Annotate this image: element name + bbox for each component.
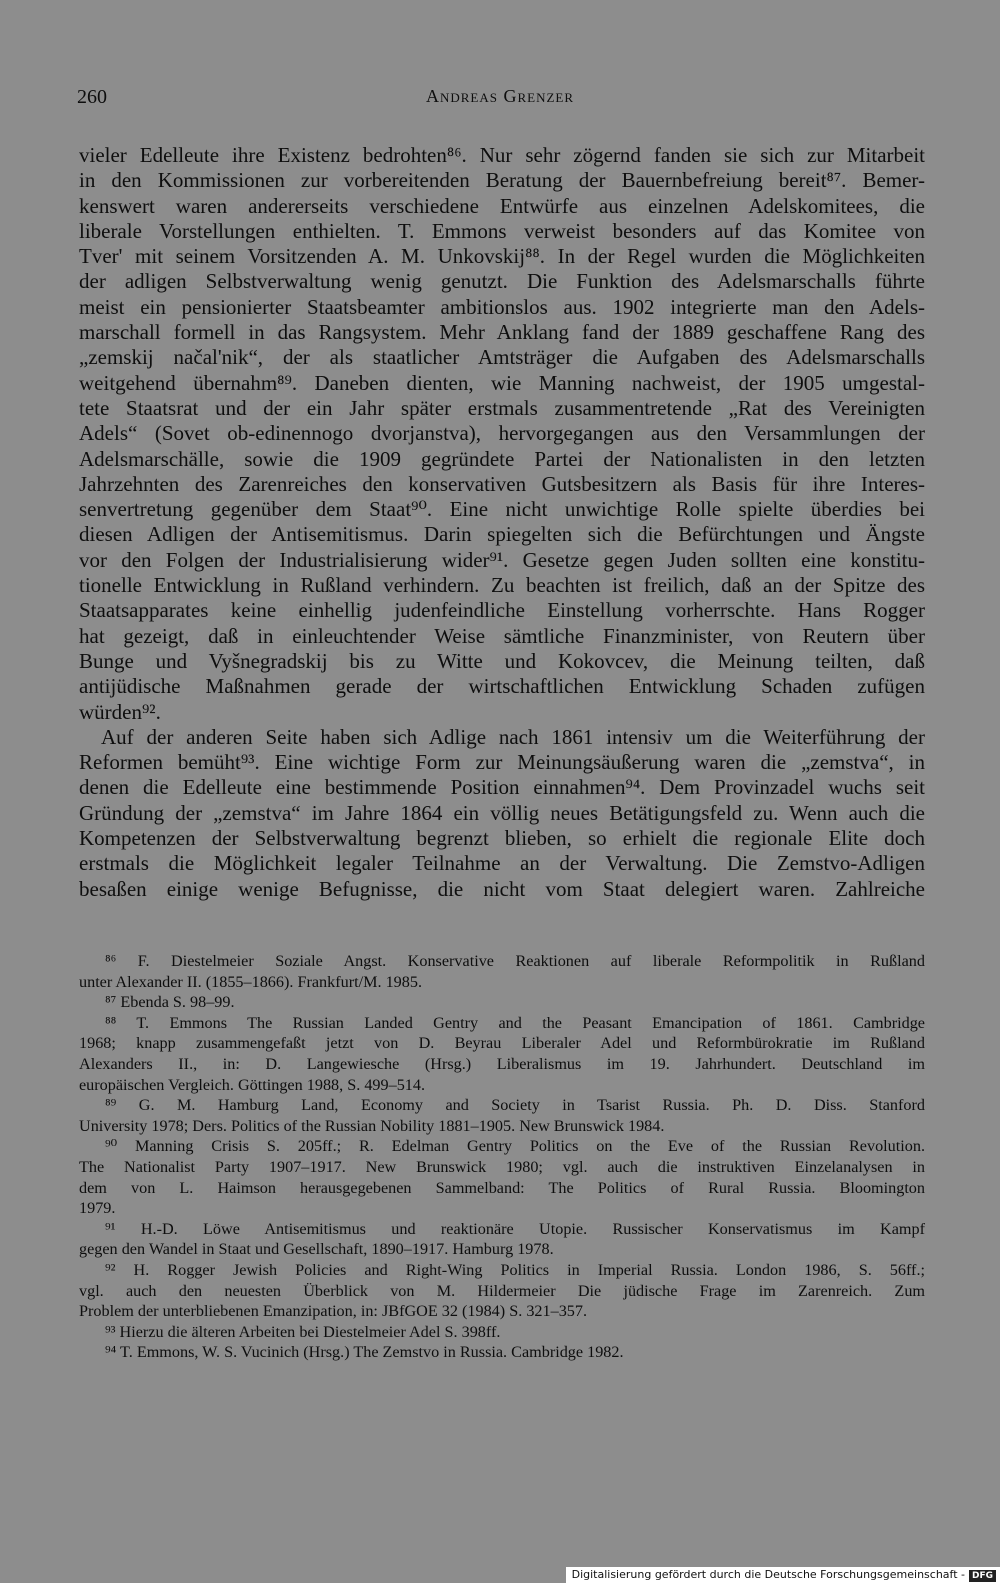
main-text [79,143,925,902]
text-line: besaßen einige wenige Befugnisse, die nicht vom Staat delegiert waren. Zahlreiche [79,876,925,901]
text-line: meist ein pensionierter Staatsbeamter ambitionslos aus. 1902 integrierte man den Adels- [79,294,925,319]
text-line: Adels“ (Sovet ob-edinennogo dvorjanstva), hervorgegangen aus den Versammlungen der [79,421,925,446]
footnote-line: University 1978; Ders. Politics of the Russian Nobility 1881–1905. New Brunswick 1984. [79,1116,665,1135]
text-line: Adelsmarschälle, sowie die 1909 gegründete Partei der Nationalisten in den letzten [79,446,925,471]
text-line: erstmals die Möglichkeit legaler Teilnahme an der Verwaltung. Die Zemstvo-Adligen [79,851,925,876]
text-line: vor den Folgen der Industrialisierung wider⁹¹. Gesetze gegen Juden sollten eine konstitu- [79,547,925,572]
footnote-line: ⁹¹ H.-D. Löwe Antisemitismus und reaktionäre Utopie. Russischer Konservatismus im Kampf [105,1219,925,1238]
footnotes [79,951,925,1363]
footnote-line: ⁸⁸ T. Emmons The Russian Landed Gentry and the Peasant Emancipation of 1861. Cambridge [105,1013,925,1032]
footnote-line: ⁹⁴ T. Emmons, W. S. Vucinich (Hrsg.) The Zemstvo in Russia. Cambridge 1982. [105,1343,624,1362]
text-line: Auf der anderen Seite haben sich Adlige nach 1861 intensiv um die Weiterführung der [101,724,925,749]
text-line: denen die Edelleute eine bestimmende Position einnahmen⁹⁴. Dem Provinzadel wuchs seit [79,775,925,800]
footnote-line: ⁹³ Hierzu die älteren Arbeiten bei Diestelmeier Adel S. 398ff. [105,1322,501,1341]
footnote-line: ⁸⁹ G. M. Hamburg Land, Economy and Society in Tsarist Russia. Ph. D. Diss. Stanford [105,1096,925,1115]
footnote-line: The Nationalist Party 1907–1917. New Brunswick 1980; vgl. auch die instruktiven Einzelanalysen in [79,1157,925,1176]
text-line: in den Kommissionen zur vorbereitenden Beratung der Bauernbefreiung bereit⁸⁷. Bemer- [79,168,925,193]
footnote-line: ⁹⁰ Manning Crisis S. 205ff.; R. Edelman Gentry Politics on the Eve of the Russian Revolution. [105,1137,925,1156]
footnote-line: europäischen Vergleich. Göttingen 1988, S. 499–514. [79,1075,426,1094]
text-line: liberale Vorstellungen enthielten. T. Emmons verweist besonders auf das Komitee von [79,218,925,243]
text-line: Tver' mit seinem Vorsitzenden A. M. Unkovskij⁸⁸. In der Regel wurden die Möglichkeiten [79,244,925,269]
footnote-line: 1979. [79,1199,116,1218]
text-line: vieler Edelleute ihre Existenz bedrohten⁸⁶. Nur sehr zögernd fanden sie sich zur Mitarbeit [79,143,925,167]
dfg-logo: DFG [969,1570,996,1582]
text-line: würden⁹². [79,699,161,724]
footnote-line: Alexanders II., in: D. Langewiesche (Hrsg.) Liberalismus im 19. Jahrhundert. Deutschland im [79,1054,925,1073]
text-line: diesen Adligen der Antisemitismus. Darin spiegelten sich die Befürchtungen und Ängste [79,522,925,547]
text-line: der adligen Selbstverwaltung wenig genutzt. Die Funktion des Adelsmarschalls führte [79,269,925,294]
text-line: weitgehend übernahm⁸⁹. Daneben dienten, wie Manning nachweist, der 1905 umgestal- [79,370,925,395]
text-line: Staatsapparates keine einhellig judenfeindliche Einstellung vorherrschte. Hans Rogger [79,598,925,623]
footnote-line: ⁸⁷ Ebenda S. 98–99. [105,993,235,1012]
footnote-line: 1968; knapp zusammengefaßt jetzt von D. Beyrau Liberaler Adel und Reformbürokratie im Rußland [79,1034,925,1053]
text-line: Jahrzehnten des Zarenreiches den konservativen Gutsbesitzern als Basis für ihre Interes- [79,471,925,496]
footnote-line: gegen den Wandel in Staat und Gesellschaft, 1890–1917. Hamburg 1978. [79,1240,554,1259]
text-line: „zemskij načal'nik“, der als staatlicher Amtsträger die Aufgaben des Adelsmarschalls [79,345,925,370]
text-line: hat gezeigt, daß in einleuchtender Weise sämtliche Finanzminister, von Reutern über [79,623,925,648]
credit-text: Digitalisierung gefördert durch die Deutsche Forschungsgemeinschaft - [571,1568,965,1581]
text-line: kenswert waren andererseits verschiedene Entwürfe aus einzelnen Adelskomitees, die [79,193,925,218]
text-line: senvertretung gegenüber dem Staat⁹⁰. Eine nicht unwichtige Rolle spielte überdies bei [79,497,925,522]
text-line: tionelle Entwicklung in Rußland verhindern. Zu beachten ist freilich, daß an der Spitze des [79,573,925,598]
text-line: Kompetenzen der Selbstverwaltung begrenzt blieben, so erhielt die regionale Elite doch [79,826,925,851]
footnote-line: dem von L. Haimson herausgegebenen Sammelband: The Politics of Rural Russia. Bloomington [79,1178,925,1197]
digitization-credit [566,1567,1000,1583]
footnote-line: Problem der unterbliebenen Emanzipation, in: JBfGOE 32 (1984) S. 321–357. [79,1302,588,1321]
footnote-line: unter Alexander II. (1855–1866). Frankfurt/M. 1985. [79,972,423,991]
text-line: tete Staatsrat und der ein Jahr später erstmals zusammentretende „Rat des Vereinigten [79,395,925,420]
text-line: marschall formell in das Rangsystem. Mehr Anklang fand der 1889 geschaffene Rang des [79,320,925,345]
text-line: Gründung der „zemstva“ im Jahre 1864 ein völlig neues Betätigungsfeld zu. Wenn auch die [79,800,925,825]
footnote-line: ⁹² H. Rogger Jewish Policies and Right-Wing Politics in Imperial Russia. London 1986, S. 56ff.; [105,1260,925,1279]
footnote-line: vgl. auch den neuesten Überblick von M. Hildermeier Die jüdische Frage im Zarenreich. Zum [79,1281,925,1300]
text-line: Reformen bemüht⁹³. Eine wichtige Form zur Meinungsäußerung waren die „zemstva“, in [79,750,925,775]
text-line: Bunge und Vyšnegradskij bis zu Witte und Kokovcev, die Meinung teilten, daß [79,648,925,673]
running-title: Andreas Grenzer [425,86,575,106]
text-line: antijüdische Maßnahmen gerade der wirtschaftlichen Entwicklung Schaden zufügen [79,674,925,699]
page-number: 260 [77,86,107,108]
footnote-line: ⁸⁶ F. Diestelmeier Soziale Angst. Konservative Reaktionen auf liberale Reformpolitik in Rußland [105,952,925,970]
